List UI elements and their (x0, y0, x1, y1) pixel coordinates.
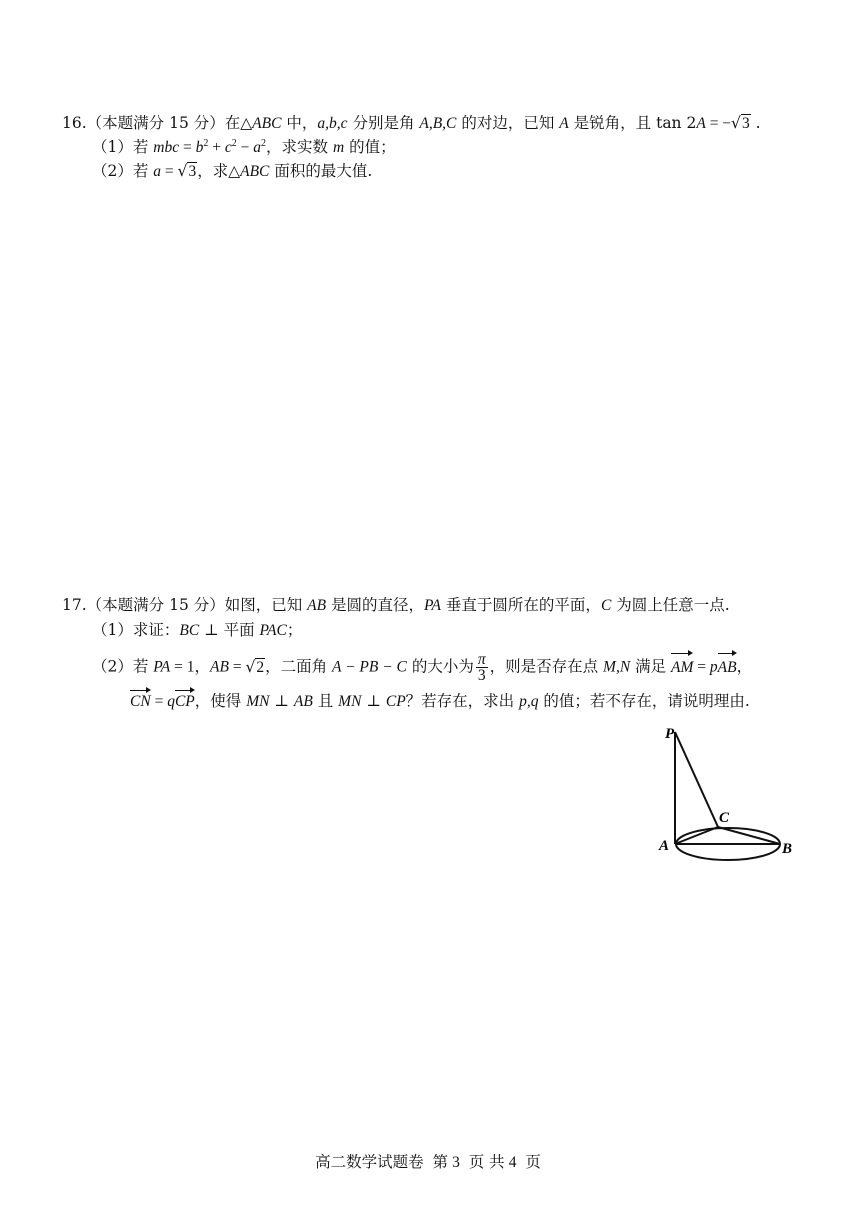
q16-p2-triangle: ABC (240, 163, 270, 180)
segment-ac (675, 827, 718, 844)
q16-equals: = − (705, 115, 732, 132)
q17-p3-vec-cn: CN (130, 690, 151, 712)
q17-c: C (600, 597, 612, 614)
q16-part1: （1）若 mbc = $b^2 + c^2 - a^2$，求实数 m 的值； (92, 138, 396, 156)
q16-angle-a: A (559, 115, 569, 132)
q17-p2-text: 的大小为 (406, 657, 474, 676)
q16-p2-sqrt: √3 (177, 162, 197, 180)
q17-p2-label: （2）若 (92, 657, 154, 676)
q16-p2-sqrt-arg: 3 (188, 163, 197, 180)
q17-part1 (92, 620, 302, 641)
q17-p2-mn: M,N (603, 658, 631, 676)
q16-stem (62, 113, 761, 134)
q17-p2-pa: PA (153, 658, 171, 676)
q17-p2-text: ，则是否存在点 (489, 657, 604, 676)
q16-text: 在△ (224, 114, 253, 132)
q16-p1-plus: + (208, 139, 225, 156)
footer-page-total: 4 (508, 1154, 517, 1171)
q16-triangle: ABC (252, 115, 282, 132)
q16-text: 的对边，已知 (456, 114, 560, 132)
q16-p2-end: 面积的最大值. (269, 162, 373, 180)
q16-sqrt-arg: 3 (741, 115, 750, 132)
q16-text: 是锐角，且 tan 2 (568, 114, 697, 132)
q17-p2-ab: AB (210, 658, 229, 676)
q16-text: 中， (281, 114, 318, 132)
q17-p3-end: 的值；若不存在，请说明理由. (538, 692, 750, 710)
q17-p2-eq2: = (228, 658, 246, 676)
segment-pc (675, 732, 718, 827)
q17-text: 为圆上任意一点. (611, 596, 730, 614)
q16-p1-eq: = (179, 139, 196, 156)
q17-p2-dihedral: A − PB − C (332, 658, 407, 676)
q17-p2-eq3: = (693, 658, 710, 676)
q17-pa: PA (424, 597, 441, 614)
q17-p2-sqrt-arg: 2 (256, 658, 265, 676)
q16-p1-c: c (224, 139, 232, 156)
q16-number: 16. (62, 114, 87, 132)
q17-p3-vec-cp: CP (175, 690, 195, 712)
label-b: B (782, 841, 793, 857)
q17-p3-mn: MN (246, 693, 270, 710)
q16-p1-end: 的值； (344, 138, 396, 156)
footer-title: 高二数学试题卷 (315, 1153, 424, 1171)
q17-p2-p: p (709, 658, 718, 676)
label-c: C (719, 810, 730, 826)
q17-p2-vec-ab: AB (718, 653, 737, 681)
q17-p2-eq1: = 1， (170, 658, 210, 676)
q16-angles: A,B,C (419, 115, 457, 132)
q16-text: 分别是角 (347, 114, 420, 132)
q17-p1-pac: PAC (259, 622, 287, 639)
q17-p2-frac-num: π (477, 651, 486, 668)
q16-end: . (750, 114, 761, 132)
q17-p2-text: ，二面角 (265, 657, 333, 676)
q17-p3-cp: CP (385, 693, 406, 710)
q17-p2-fraction (476, 652, 488, 683)
q16-angle-a: A (696, 115, 706, 132)
footer-page-prefix: 第 (432, 1153, 449, 1171)
q17-p1-bc: BC (179, 622, 200, 639)
q17-part2-cont (130, 690, 750, 712)
q17-p1-label: （1）求证： (92, 621, 180, 639)
q16-sqrt: √3 (731, 114, 750, 132)
q17-p3-eq: = (150, 693, 168, 710)
q17-ab: AB (307, 597, 327, 614)
q16-p1-minus: − (236, 139, 254, 156)
footer-page-number: 3 (452, 1154, 460, 1171)
q16-header: （本题满分 15 分） (86, 114, 225, 132)
q17-p3-text: ？若存在，求出 (405, 692, 520, 710)
q17-p2-vec-am: AM (671, 653, 693, 681)
footer-page-suffix: 页 (525, 1153, 541, 1171)
q17-text: 如图，已知 (224, 596, 308, 614)
q17-p3-q: q (167, 693, 175, 710)
q17-p2-comma: ， (736, 657, 753, 676)
q17-p3-mn: MN (338, 693, 362, 710)
q17-p2-frac-den: 3 (477, 667, 486, 684)
q17-p1-perp: ⊥ 平面 (199, 621, 260, 639)
q17-p3-ab: AB (293, 693, 313, 710)
q16-p1-b: b (195, 139, 204, 156)
label-a: A (659, 838, 670, 854)
q17-p3-text: 且 (312, 692, 339, 710)
q17-text: 是圆的直径， (326, 596, 425, 614)
q16-p2-label: （2）若 (92, 162, 154, 180)
q16-p1-m: m (332, 139, 345, 156)
q16-p1-label: （1）若 (92, 138, 154, 156)
q16-p2-a: a (153, 163, 162, 180)
q16-p2-eq: = (161, 163, 178, 180)
q17-text: 垂直于圆所在的平面， (441, 596, 601, 614)
label-p: P (665, 726, 675, 742)
q17-p2-sqrt: √2 (245, 657, 265, 676)
q17-number: 17. (62, 596, 87, 614)
q17-p3-text: ，使得 (194, 692, 247, 710)
q16-sides: a,b,c (317, 115, 348, 132)
q17-p3-pq: p,q (519, 693, 539, 710)
q16-p1-mbc: mbc (153, 139, 180, 156)
footer-page-mid: 页 共 (468, 1153, 505, 1171)
q17-stem (62, 595, 730, 616)
q17-p2-text: 满足 (630, 657, 672, 676)
geometry-figure (655, 722, 805, 872)
q17-header: （本题满分 15 分） (86, 596, 225, 614)
q16-p1-a: a (253, 139, 262, 156)
q17-part2 (92, 652, 752, 683)
q16-part2 (92, 161, 372, 182)
page-footer (0, 1150, 860, 1172)
q16-p2-text: ，求△ (197, 162, 241, 180)
q16-p1-text: ，求实数 (266, 138, 333, 156)
q17-p3-perp: ⊥ (361, 692, 386, 710)
q17-p3-perp: ⊥ (269, 692, 294, 710)
q17-p1-end: ； (286, 621, 303, 639)
